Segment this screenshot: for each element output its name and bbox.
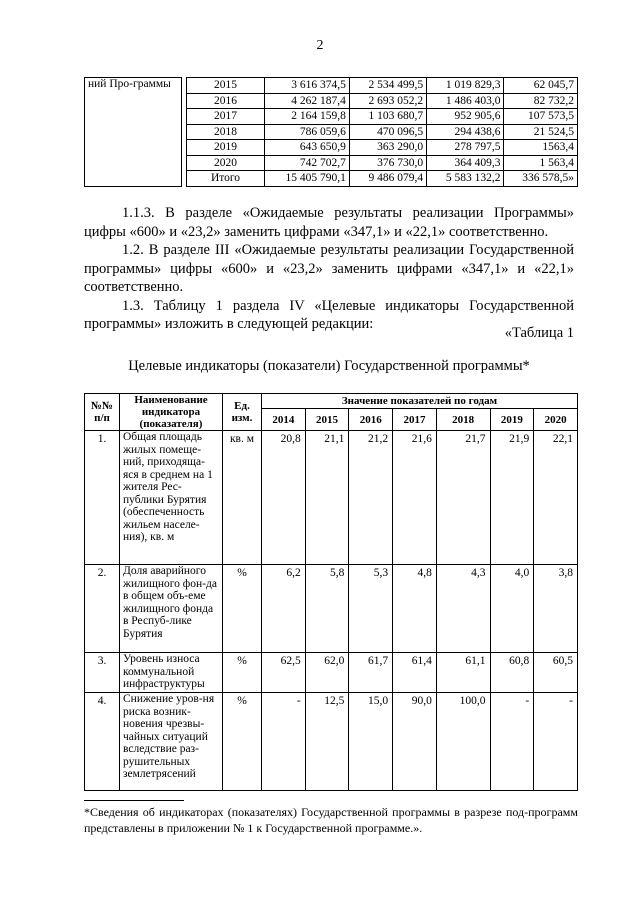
indicator-value: 90,0 [393, 693, 437, 791]
indicator-value: 12,5 [305, 693, 349, 791]
table-label: «Таблица 1 [504, 325, 574, 341]
financing-row [85, 78, 578, 94]
indicator-value: 60,5 [534, 653, 578, 693]
financing-col2: 1 103 680,7 [349, 109, 426, 125]
financing-year: 2017 [187, 109, 265, 125]
financing-year: 2016 [187, 93, 265, 109]
financing-total: 4 262 187,4 [265, 93, 350, 109]
financing-col4: 1 563,4 [504, 155, 578, 171]
financing-col2: 2 534 499,5 [349, 78, 426, 94]
indicator-value: 21,2 [349, 431, 393, 565]
footnote: *Сведения об индикаторах (показателях) Государственной программы в разрезе под-программ представлены в приложении № 1 к Государственной программе.». [84, 805, 578, 835]
financing-year: 2015 [187, 78, 265, 94]
financing-col3: 294 438,6 [427, 124, 504, 140]
financing-total: 15 405 790,1 [265, 171, 350, 187]
header-values-group: Значение показателей по годам [262, 394, 578, 409]
financing-label: ний Про-граммы [85, 78, 182, 187]
indicator-value: 22,1 [534, 431, 578, 565]
indicator-value: - [490, 693, 534, 791]
indicator-value: 5,3 [349, 565, 393, 653]
indicator-name: Уровень износа коммунальной инфраструктуры [120, 653, 223, 693]
financing-col4: 82 732,2 [504, 93, 578, 109]
indicator-name: Снижение уров-ня риска возник-новения чрезвы-чайных ситуаций вследствие раз-рушительных землетрясений [120, 693, 223, 791]
indicator-row [85, 693, 578, 791]
indicator-value: 21,6 [393, 431, 437, 565]
paragraph-1-3: 1.3. Таблицу 1 раздела IV «Целевые индикаторы Государственной программы» изложить в следующей редакции: [84, 297, 574, 332]
indicator-value: 61,1 [436, 653, 490, 693]
table-title: Целевые индикаторы (показатели) Государственной программы* [128, 358, 530, 374]
financing-col4: 62 045,7 [504, 78, 578, 94]
indicator-unit: % [223, 693, 262, 791]
indicator-unit: кв. м [223, 431, 262, 565]
header-name: Наименование индикатора (показателя) [120, 394, 223, 431]
financing-year: 2020 [187, 155, 265, 171]
indicator-value: 3,8 [534, 565, 578, 653]
financing-table [84, 77, 578, 187]
financing-col2: 363 290,0 [349, 140, 426, 156]
indicator-value: 4,8 [393, 565, 437, 653]
indicator-unit: % [223, 653, 262, 693]
header-unit: Ед. изм. [223, 394, 262, 431]
financing-col3: 952 905,6 [427, 109, 504, 125]
header-year: 2020 [534, 409, 578, 431]
financing-col3: 1 486 403,0 [427, 93, 504, 109]
indicator-num: 4. [85, 693, 120, 791]
header-year: 2016 [349, 409, 393, 431]
indicator-name: Доля аварийного жилищного фон-да в общем объ-еме жилищного фонда в Респуб-лике Бурятия [120, 565, 223, 653]
indicator-value: 21,1 [305, 431, 349, 565]
indicator-num: 1. [85, 431, 120, 565]
financing-year: 2019 [187, 140, 265, 156]
indicator-row [85, 653, 578, 693]
indicator-value: 21,7 [436, 431, 490, 565]
indicator-value: 21,9 [490, 431, 534, 565]
indicator-value: - [534, 693, 578, 791]
financing-col3: 1 019 829,3 [427, 78, 504, 94]
financing-total: 643 650,9 [265, 140, 350, 156]
financing-col4: 107 573,5 [504, 109, 578, 125]
financing-year: 2018 [187, 124, 265, 140]
paragraph-1-1-3: 1.1.3. В разделе «Ожидаемые результаты реализации Программы» цифры «600» и «23,2» заменить цифрами «347,1» и «22,1» соответственно. [84, 205, 574, 240]
financing-col3: 364 409,3 [427, 155, 504, 171]
financing-total: 786 059,6 [265, 124, 350, 140]
financing-col2: 470 096,5 [349, 124, 426, 140]
header-year: 2018 [436, 409, 490, 431]
indicator-value: 4,3 [436, 565, 490, 653]
indicator-value: 15,0 [349, 693, 393, 791]
indicator-value: 4,0 [490, 565, 534, 653]
financing-col4: 21 524,5 [504, 124, 578, 140]
indicator-value: 100,0 [436, 693, 490, 791]
header-num: №№ п/п [85, 394, 120, 431]
financing-year: Итого [187, 171, 265, 187]
header-year: 2015 [305, 409, 349, 431]
indicator-row [85, 431, 578, 565]
indicator-value: 61,4 [393, 653, 437, 693]
header-year: 2019 [490, 409, 534, 431]
indicator-value: 62,0 [305, 653, 349, 693]
financing-col2: 9 486 079,4 [349, 171, 426, 187]
indicator-value: - [262, 693, 306, 791]
indicator-value: 20,8 [262, 431, 306, 565]
indicators-table [84, 393, 578, 791]
financing-col3: 5 583 132,2 [427, 171, 504, 187]
indicator-value: 6,2 [262, 565, 306, 653]
paragraph-1-2: 1.2. В разделе III «Ожидаемые результаты реализации Государственной программы» цифры «600» и «23,2» заменить цифрами «347,1» и «22,1» соответственно. [84, 242, 574, 295]
header-year: 2017 [393, 409, 437, 431]
financing-total: 742 702,7 [265, 155, 350, 171]
financing-col4: 1563,4 [504, 140, 578, 156]
amendment-paragraphs [84, 204, 574, 334]
financing-col2: 2 693 052,2 [349, 93, 426, 109]
indicator-unit: % [223, 565, 262, 653]
indicator-num: 3. [85, 653, 120, 693]
indicator-value: 62,5 [262, 653, 306, 693]
indicator-name: Общая площадь жилых помеще-ний, приходяща-яся в среднем на 1 жителя Рес-публики Бурятия (обеспеченность жильем населе-ния), кв. м [120, 431, 223, 565]
financing-col3: 278 797,5 [427, 140, 504, 156]
indicator-value: 60,8 [490, 653, 534, 693]
page-number: 2 [316, 38, 324, 53]
header-year: 2014 [262, 409, 306, 431]
financing-col4: 336 578,5» [504, 171, 578, 187]
indicator-row [85, 565, 578, 653]
indicator-value: 61,7 [349, 653, 393, 693]
indicator-value: 5,8 [305, 565, 349, 653]
indicator-num: 2. [85, 565, 120, 653]
financing-total: 2 164 159,8 [265, 109, 350, 125]
financing-col2: 376 730,0 [349, 155, 426, 171]
footnote-rule [84, 800, 184, 801]
financing-total: 3 616 374,5 [265, 78, 350, 94]
